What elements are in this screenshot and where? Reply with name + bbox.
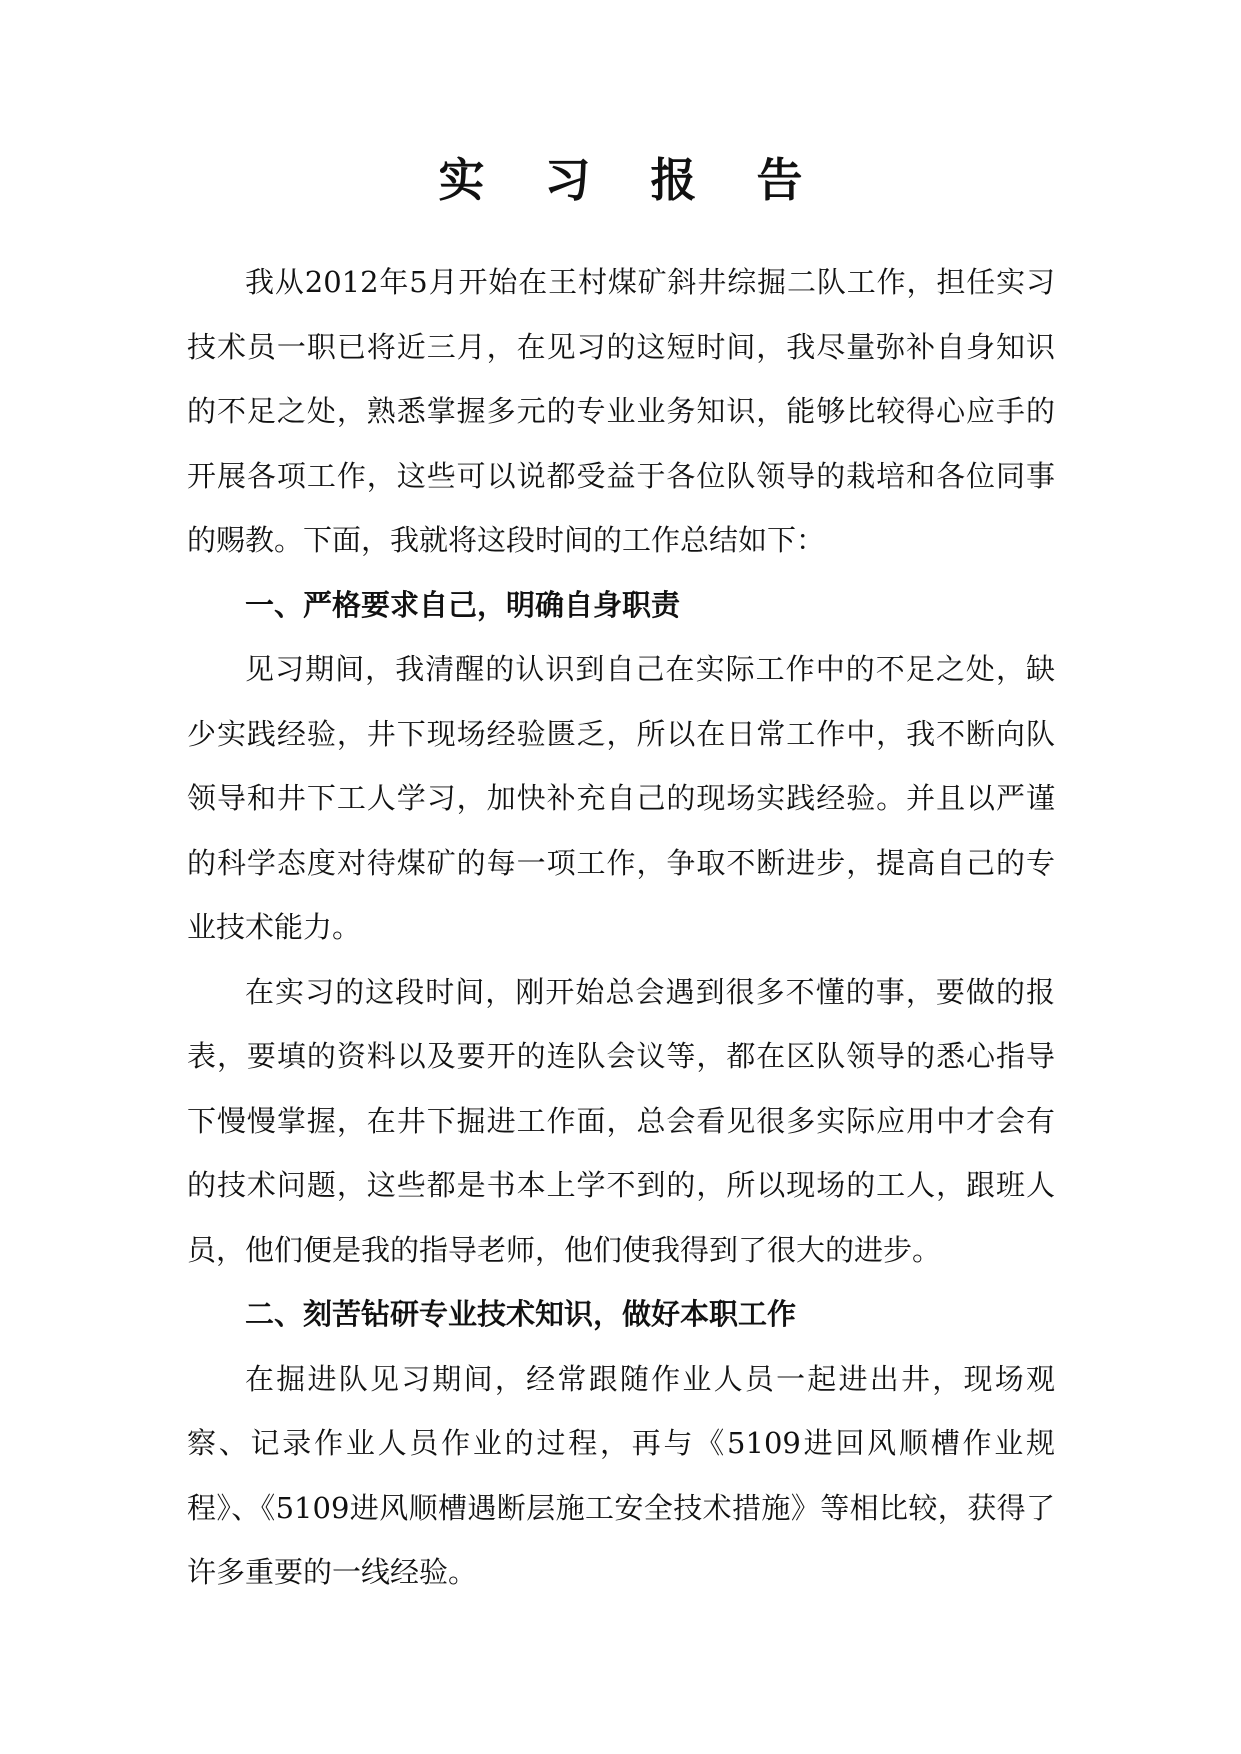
section-heading-1: 一、严格要求自己，明确自身职责	[245, 587, 681, 622]
document-body	[187, 250, 1055, 1605]
paragraph-section1-b: 在实习的这段时间，刚开始总会遇到很多不懂的事，要做的报表，要填的资料以及要开的连队会议等，都在区队领导的悉心指导下慢慢掌握，在井下掘进工作面，总会看见很多实际应用中才会有的技术问题，这些都是书本上学不到的，所以现场的工人，跟班人员，他们便是我的指导老师，他们使我得到了很大的进步。	[187, 974, 1055, 1267]
paragraph-section1-a: 见习期间，我清醒的认识到自己在实际工作中的不足之处，缺少实践经验，井下现场经验匮乏，所以在日常工作中，我不断向队领导和井下工人学习，加快补充自己的现场实践经验。并且以严谨的科学态度对待煤矿的每一项工作，争取不断进步，提高自己的专业技术能力。	[187, 652, 1055, 944]
section-heading-2: 二、刻苦钻研专业技术知识，做好本职工作	[245, 1297, 797, 1331]
paragraph-intro: 我从2012年5月开始在王村煤矿斜井综掘二队工作，担任实习技术员一职已将近三月，在见习的这短时间，我尽量弥补自身知识的不足之处，熟悉掌握多元的专业业务知识，能够比较得心应手的开展各项工作，这些可以说都受益于各位队领导的栽培和各位同事的赐教。下面，我就将这段时间的工作总结如下：	[187, 265, 1055, 557]
document-title: 实 习 报 告	[438, 153, 825, 207]
paragraph-section2-a: 在掘进队见习期间，经常跟随作业人员一起进出井，现场观察、记录作业人员作业的过程，再与《5109进回风顺槽作业规程》、《5109进风顺槽遇断层施工安全技术措施》等相比较，获得了许多重要的一线经验。	[187, 1361, 1055, 1589]
